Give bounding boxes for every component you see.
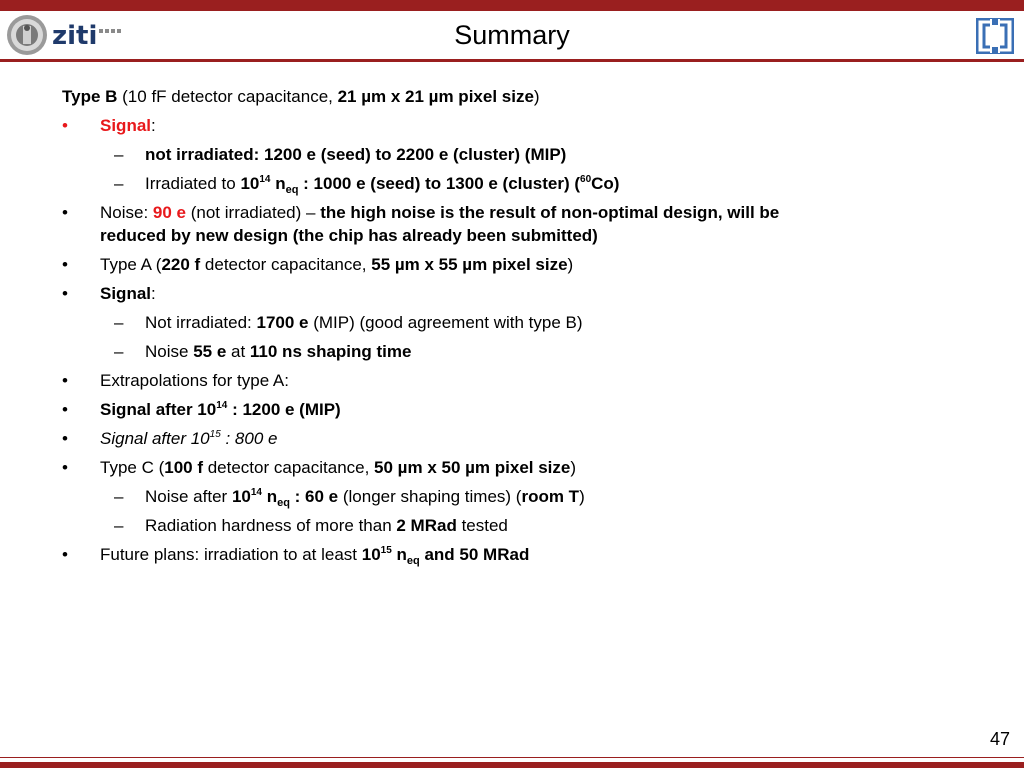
bottom-bar (0, 762, 1024, 768)
list-item: – not irradiated: 1200 e (seed) to 2200 e (cluster) (MIP) (114, 145, 567, 164)
list-item: • Signal after $10^{14}$ : 1200 e (MIP) (62, 400, 341, 419)
list-item: • Type A (220 f detector capacitance, 55 µm x 55 µm pixel size) (62, 255, 574, 274)
list-item: – Noise after $10^{14}$ $n_{eq}$ : 60 e (longer shaping times) (room T) (114, 487, 585, 509)
footer-rule (0, 757, 1024, 758)
ziti-brand-text: ziti (52, 21, 98, 51)
list-item-continuation: reduced by new design (the chip has already been submitted) (100, 226, 598, 245)
header-rule (0, 59, 1024, 62)
page-title: Summary (454, 20, 570, 50)
top-bar (0, 0, 1024, 11)
list-item: • Signal: (62, 116, 156, 135)
slide-content (62, 82, 962, 569)
list-item: • Noise: 90 e (not irradiated) – the high noise is the result of non-optimal design, will be (62, 203, 780, 222)
list-item: • Extrapolations for type A: (62, 371, 289, 390)
list-item: • Future plans: irradiation to at least $10^{15}$ $n_{eq}$ and 50 MRad (62, 545, 530, 567)
list-item: – Irradiated to $10^{14}$ $n_{eq}$ : 1000 e (seed) to 1300 e (cluster) ($^{60}$Co) (114, 174, 620, 196)
list-item: – Radiation hardness of more than 2 MRad tested (114, 516, 508, 535)
list-item: • Signal: (62, 284, 156, 303)
page-number: 47 (989, 729, 1010, 749)
list-item: • Type C (100 f detector capacitance, 50 µm x 50 µm pixel size) (62, 458, 577, 477)
institute-logo (976, 18, 1014, 54)
list-item: • Signal after $10^{15}$ : 800 e (62, 429, 278, 448)
list-item: – Not irradiated: 1700 e (MIP) (good agreement with type B) (114, 313, 583, 332)
list-item: – Noise 55 e at 110 ns shaping time (114, 342, 412, 361)
type-b-heading: Type B (10 fF detector capacitance, 21 µm x 21 µm pixel size) (62, 87, 540, 106)
